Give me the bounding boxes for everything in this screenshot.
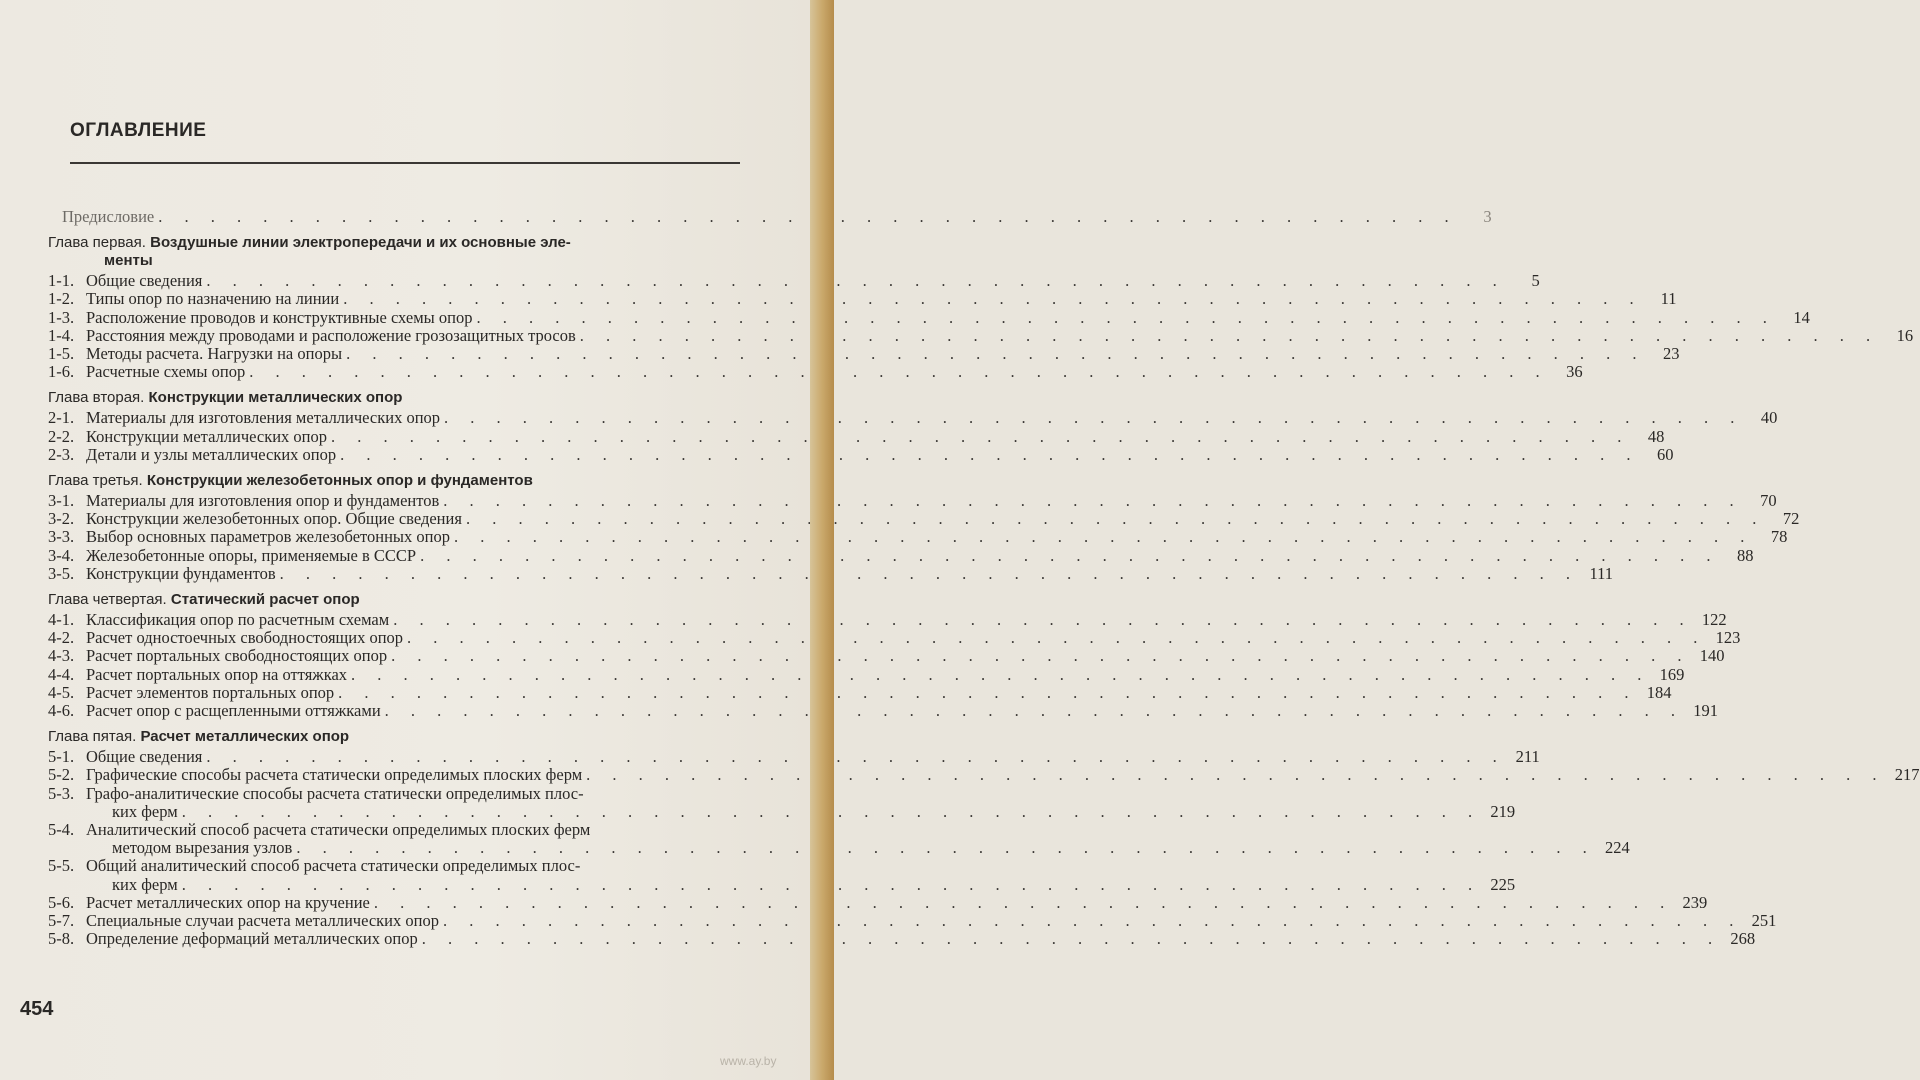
section-page: 251 [1751, 911, 1777, 931]
section-number: 5-5. [48, 856, 75, 876]
section-number: 1-3. [48, 307, 75, 327]
section-title: Конструкции железобетонных опор. Общие сведения [86, 509, 462, 529]
leader-dots [454, 528, 1753, 546]
section-title: Общие сведения [86, 271, 203, 291]
chapter-title-continued: менты [104, 252, 153, 270]
section-title: Железобетонные опоры, применяемые в СССР [86, 545, 417, 565]
chapter-heading [48, 591, 742, 609]
section-title-continued: ких ферм [112, 874, 178, 894]
section-title: Расчет портальных свободностоящих опор [86, 646, 388, 666]
section-number: 5-1. [48, 747, 75, 767]
toc-row [48, 701, 1719, 721]
section-number: 5-8. [48, 929, 75, 949]
toc-row [48, 610, 1727, 630]
leader-dots [393, 611, 1692, 629]
section-title: Расчетные схемы опор [86, 362, 246, 382]
section-page: 16 [1896, 325, 1914, 345]
chapter-title: Статический расчет опор [170, 591, 360, 609]
section-title: Конструкции металлических опор [86, 426, 328, 446]
toc-row [48, 821, 742, 839]
section-title: Конструкции фундаментов [86, 563, 276, 583]
section-title: Выбор основных параметров железобетонных опор [86, 527, 450, 547]
table-of-contents [48, 207, 1920, 949]
toc-row [48, 444, 1674, 464]
chapter-label: Глава четвертая. [48, 591, 167, 609]
section-page: 48 [1647, 426, 1665, 446]
section-title: Графические способы расчета статически определимых плоских ферм [86, 765, 583, 785]
section-page: 11 [1660, 289, 1677, 309]
toc-row [48, 509, 1800, 529]
leader-dots [374, 894, 1673, 912]
section-page: 5 [1531, 271, 1540, 291]
section-number: 1-1. [48, 271, 75, 291]
section-page: 40 [1760, 408, 1778, 428]
leader-dots [407, 629, 1706, 647]
section-page: 60 [1657, 444, 1674, 464]
section-page: 184 [1646, 682, 1672, 702]
chapters-list [48, 234, 1920, 949]
section-number: 5-4. [48, 820, 75, 840]
chapter-heading [48, 728, 742, 746]
toc-row [48, 362, 1583, 382]
leader-dots [466, 510, 1765, 528]
leader-dots [280, 565, 1579, 583]
section-page: 268 [1730, 929, 1756, 949]
toc-row [48, 785, 742, 803]
section-page: 78 [1770, 527, 1788, 547]
section-title: Расстояния между проводами и расположение грозозащитных тросов [86, 325, 576, 345]
chapter-label: Глава вторая. [48, 389, 145, 407]
toc-row-continued [48, 801, 1516, 821]
section-number: 4-4. [48, 664, 75, 684]
leader-dots [580, 327, 1879, 345]
toc-row [48, 646, 1725, 666]
watermark: www.ay.by [720, 1054, 777, 1068]
toc-row [48, 307, 1810, 327]
preface-page: 3 [1483, 207, 1492, 226]
section-page: 239 [1682, 892, 1708, 912]
section-number: 4-1. [48, 610, 75, 630]
leader-dots [158, 208, 1457, 226]
section-page: 123 [1715, 628, 1741, 648]
toc-row [48, 857, 742, 875]
section-number: 3-4. [48, 545, 75, 565]
section-number: 2-2. [48, 426, 75, 446]
leader-dots [331, 428, 1630, 446]
chapter-title: Конструкции металлических опор [148, 389, 403, 407]
section-page: 88 [1736, 545, 1754, 565]
toc-row [48, 289, 1677, 309]
toc-row-continued [48, 838, 1630, 858]
section-title: Общий аналитический способ расчета статически определимых плос- [86, 856, 581, 876]
chapter-label: Глава третья. [48, 472, 143, 490]
chapter-title: Расчет металлических опор [140, 728, 350, 746]
section-number: 1-6. [48, 362, 75, 382]
section-number: 5-7. [48, 911, 75, 931]
toc-row [48, 344, 1680, 364]
section-title: Материалы для изготовления металлических опор [86, 408, 441, 428]
section-number: 4-3. [48, 646, 75, 666]
chapter-heading [48, 389, 742, 407]
leader-dots [249, 363, 1548, 381]
toc-row-continued [48, 874, 1516, 894]
toc-row [48, 271, 1540, 291]
section-number: 3-3. [48, 527, 75, 547]
chapter-label: Глава пятая. [48, 728, 137, 746]
section-page: 140 [1699, 646, 1725, 666]
leader-dots [443, 492, 1742, 510]
leader-dots [338, 684, 1637, 702]
toc-row [48, 747, 1540, 767]
section-page: 122 [1701, 610, 1727, 630]
toc-row [48, 527, 1788, 547]
leader-dots [296, 839, 1595, 857]
section-number: 2-1. [48, 408, 75, 428]
toc-row [48, 628, 1741, 648]
section-number: 3-1. [48, 491, 75, 511]
section-number: 5-6. [48, 892, 75, 912]
toc-row [48, 325, 1914, 345]
section-number: 3-5. [48, 563, 75, 583]
section-title: Общие сведения [86, 747, 203, 767]
leader-dots [420, 547, 1719, 565]
section-page: 225 [1490, 874, 1516, 894]
title-rule [70, 162, 740, 164]
preface-title: Предисловие [62, 207, 155, 226]
section-number: 1-5. [48, 344, 75, 364]
chapter-heading [48, 234, 742, 270]
toc-row [48, 426, 1665, 446]
chapter-label: Глава первая. [48, 234, 146, 252]
leader-dots [346, 345, 1645, 363]
toc-row [48, 929, 1756, 949]
chapter-heading [48, 472, 742, 490]
section-number: 3-2. [48, 509, 75, 529]
leader-dots [206, 272, 1505, 290]
section-number: 2-3. [48, 444, 75, 464]
section-title: Расчет одностоечных свободностоящих опор [86, 628, 404, 648]
leader-dots [422, 930, 1721, 948]
section-page: 191 [1693, 701, 1719, 721]
section-number: 4-5. [48, 682, 75, 702]
section-title: Расчет опор с расщепленными оттяжками [86, 701, 381, 721]
section-title: Аналитический способ расчета статически определимых плоских ферм [86, 820, 591, 840]
leader-dots [476, 309, 1775, 327]
section-page: 224 [1604, 838, 1630, 858]
section-title: Расположение проводов и конструктивные схемы опор [86, 307, 473, 327]
leader-dots [391, 647, 1690, 665]
section-title: Методы расчета. Нагрузки на опоры [86, 344, 343, 364]
section-title: Специальные случаи расчета металлических опор [86, 911, 439, 931]
section-title: Расчет элементов портальных опор [86, 682, 335, 702]
toc-row-preface [48, 207, 1492, 226]
section-page: 36 [1566, 362, 1583, 382]
toc-row [48, 911, 1777, 931]
section-title: Материалы для изготовления опор и фундаментов [86, 491, 440, 511]
section-page: 70 [1760, 491, 1777, 511]
toc-row [48, 545, 1754, 565]
section-title: Расчет металлических опор на кручение [86, 892, 370, 912]
section-title-continued: методом вырезания узлов [112, 838, 293, 858]
page-number: 454 [20, 998, 54, 1020]
section-page: 219 [1490, 801, 1516, 821]
section-title: Классификация опор по расчетным схемам [86, 610, 390, 630]
page-title: ОГЛАВЛЕНИЕ [70, 120, 207, 141]
chapter-title: Воздушные линии электропередачи и их основные эле- [150, 234, 571, 252]
book-spine [810, 0, 834, 1080]
section-page: 111 [1589, 563, 1613, 583]
section-page: 169 [1659, 664, 1685, 684]
toc-row [48, 408, 1778, 428]
section-page: 211 [1515, 747, 1540, 767]
toc-row [48, 682, 1672, 702]
leader-dots [385, 702, 1684, 720]
section-number: 5-2. [48, 765, 75, 785]
section-title: Графо-аналитические способы расчета статически определимых плос- [86, 783, 584, 803]
section-number: 4-2. [48, 628, 75, 648]
toc-row [48, 892, 1708, 912]
section-number: 1-4. [48, 325, 75, 345]
section-page: 217 [1894, 765, 1920, 785]
section-page: 72 [1782, 509, 1800, 529]
section-title: Детали и узлы металлических опор [86, 444, 337, 464]
chapter-title: Конструкции железобетонных опор и фундаментов [146, 472, 533, 490]
toc-row [48, 765, 1920, 785]
toc-row [48, 491, 1777, 511]
leader-dots [444, 409, 1743, 427]
section-number: 5-3. [48, 783, 75, 803]
section-number: 4-6. [48, 701, 75, 721]
section-title: Определение деформаций металлических опор [86, 929, 418, 949]
leader-dots [586, 766, 1885, 784]
leader-dots [443, 912, 1742, 930]
leader-dots [343, 290, 1642, 308]
toc-row [48, 563, 1613, 583]
section-title: Расчет портальных опор на оттяжках [86, 664, 348, 684]
leader-dots [351, 666, 1650, 684]
section-number: 1-2. [48, 289, 75, 309]
toc-row [48, 664, 1685, 684]
leader-dots [206, 748, 1505, 766]
section-page: 14 [1793, 307, 1810, 327]
section-title: Типы опор по назначению на линии [86, 289, 340, 309]
leader-dots [340, 446, 1639, 464]
section-title-continued: ких ферм [112, 801, 178, 821]
section-page: 23 [1662, 344, 1680, 364]
